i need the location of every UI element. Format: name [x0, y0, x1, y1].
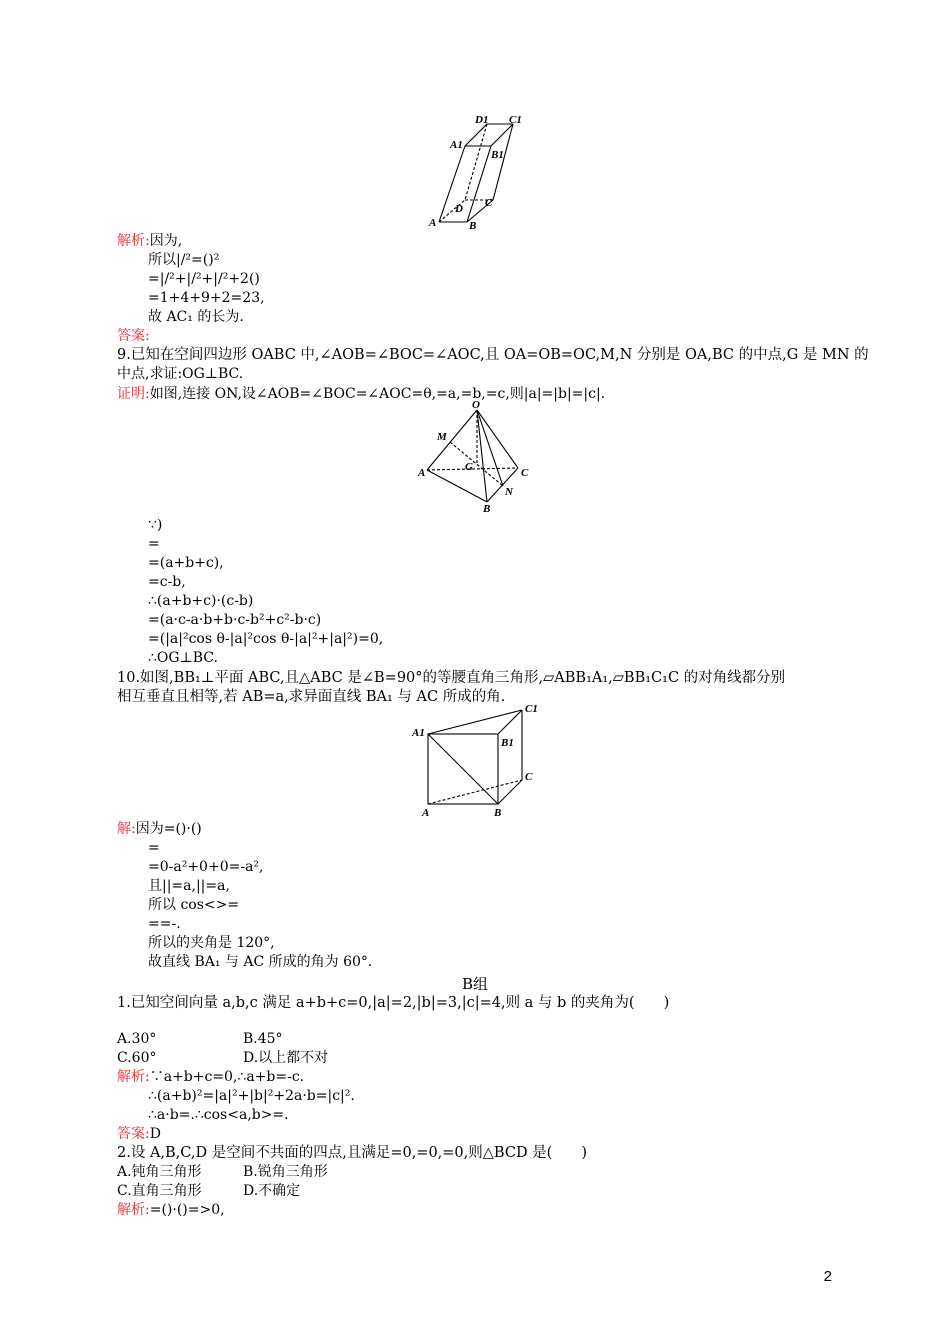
solution-line: ==-. — [148, 916, 181, 932]
solution-line — [117, 232, 182, 251]
proof-step: =(|a|²cos θ-|a|²cos θ-|a|²+|a|²)=0, — [148, 631, 384, 647]
solution-label: 解: — [117, 821, 136, 837]
fig2-label-n: N — [505, 486, 513, 498]
option-a: A.钝角三角形 — [117, 1164, 202, 1180]
solution-line: =|/²+|/²+|/²+2() — [148, 271, 260, 287]
question-b2: 2.设 A,B,C,D 是空间不共面的四点,且满足=0,=0,=0,则△BCD 是( ) — [117, 1145, 587, 1161]
solution-line: =1+4+9+2=23, — [148, 290, 265, 306]
solution-text: 因为=()·() — [135, 821, 202, 837]
question-9-cont: 中点,求证:OG⊥BC. — [117, 366, 244, 382]
option-d: D.不确定 — [243, 1183, 301, 1199]
solution-line: 且||=a,||=a, — [148, 878, 230, 894]
solution-label: 解析: — [117, 1069, 150, 1085]
fig2-label-g: G — [465, 461, 473, 473]
fig3-label-c: C — [525, 771, 533, 783]
proof-step: =(a·c-a·b+b·c-b²+c²-b·c) — [148, 612, 322, 628]
proof-label: 证明: — [117, 386, 150, 402]
fig1-label-c1: C1 — [509, 114, 522, 126]
proof-step: ∵) — [148, 517, 163, 533]
solution-line: 所以 cos<>= — [148, 897, 240, 913]
solution-line — [117, 820, 202, 839]
proof-step: ∴(a+b+c)·(c-b) — [148, 593, 254, 609]
prism-figure — [425, 112, 530, 232]
question-9: 9.已知在空间四边形 OABC 中,∠AOB=∠BOC=∠AOC,且 OA=OB=OC,M,N 分别是 OA,BC 的中点,G 是 MN 的 — [117, 347, 869, 363]
fig1-label-a1: A1 — [450, 139, 463, 151]
solution-label: 解析: — [117, 233, 150, 249]
option-c: C.直角三角形 — [117, 1183, 202, 1199]
proof-text: 如图,连接 ON,设∠AOB=∠BOC=∠AOC=θ,=a,=b,=c,则|a|=|b|=|c|. — [149, 386, 606, 402]
option-d: D.以上都不对 — [243, 1050, 329, 1066]
proof-step: = — [148, 536, 160, 552]
fig2-label-b: B — [483, 503, 491, 513]
question-10: 10.如图,BB₁⊥平面 ABC,且△ABC 是∠B=90°的等腰直角三角形,▱ABB₁A₁,▱BB₁C₁C 的对角线都分别 — [117, 670, 786, 686]
fig3-label-c1: C1 — [525, 703, 538, 715]
fig1-label-b: B — [469, 220, 477, 232]
fig3-label-b1: B1 — [501, 737, 514, 749]
fig1-label-b1: B1 — [491, 149, 504, 161]
solution-text: =()·()=>0, — [149, 1202, 225, 1218]
fig1-label-d1: D1 — [475, 114, 489, 126]
solution-line — [117, 1201, 225, 1220]
solution-line — [117, 1068, 304, 1087]
solution-line: 所以|/²=()² — [148, 252, 220, 268]
solution-line: = — [148, 840, 160, 856]
solution-line: =0-a²+0+0=-a², — [148, 859, 264, 875]
solution-text: ∵a+b+c=0,∴a+b=-c. — [149, 1069, 305, 1085]
fig2-label-a: A — [418, 467, 426, 479]
page-number: 2 — [823, 1268, 832, 1285]
option-c: C.60° — [117, 1050, 157, 1066]
fig2-label-m: M — [437, 431, 447, 443]
fig3-label-a: A — [422, 807, 430, 819]
fig3-label-b: B — [494, 807, 502, 819]
fig1-label-c: C — [485, 197, 493, 209]
tetrahedron-figure — [415, 398, 535, 513]
option-b: B.45° — [243, 1031, 283, 1047]
fig2-label-c: C — [521, 467, 529, 479]
answer-label: 答案: — [117, 1126, 150, 1142]
solution-line: 故 AC₁ 的长为. — [148, 309, 244, 325]
fig3-label-a1: A1 — [412, 727, 425, 739]
solution-line: 所以的夹角是 120°, — [148, 935, 275, 951]
solution-text: 因为, — [149, 233, 183, 249]
proof-step: =c-b, — [148, 574, 186, 590]
section-heading-b: B组 — [461, 975, 489, 993]
question-10-cont: 相互垂直且相等,若 AB=a,求异面直线 BA₁ 与 AC 所成的角. — [117, 689, 506, 705]
question-b1: 1.已知空间向量 a,b,c 满足 a+b+c=0,|a|=2,|b|=3,|c|=4,则 a 与 b 的夹角为( ) — [117, 995, 670, 1011]
solution-line: ∴a·b=.∴cos<a,b>=. — [148, 1107, 289, 1123]
option-b: B.锐角三角形 — [243, 1164, 328, 1180]
cube-figure — [410, 700, 550, 820]
answer-value: D — [149, 1126, 161, 1142]
fig1-label-d: D — [455, 203, 463, 215]
proof-step: =(a+b+c), — [148, 555, 224, 571]
answer-label: 答案: — [117, 328, 150, 344]
fig1-label-a: A — [429, 217, 437, 229]
proof-step: ∴OG⊥BC. — [148, 650, 218, 666]
solution-line: 故直线 BA₁ 与 AC 所成的角为 60°. — [148, 954, 373, 970]
solution-label: 解析: — [117, 1202, 150, 1218]
option-a: A.30° — [117, 1031, 157, 1047]
fig2-label-o: O — [472, 399, 480, 411]
solution-line: ∴(a+b)²=|a|²+|b|²+2a·b=|c|². — [148, 1088, 355, 1104]
answer-line — [117, 1125, 161, 1144]
